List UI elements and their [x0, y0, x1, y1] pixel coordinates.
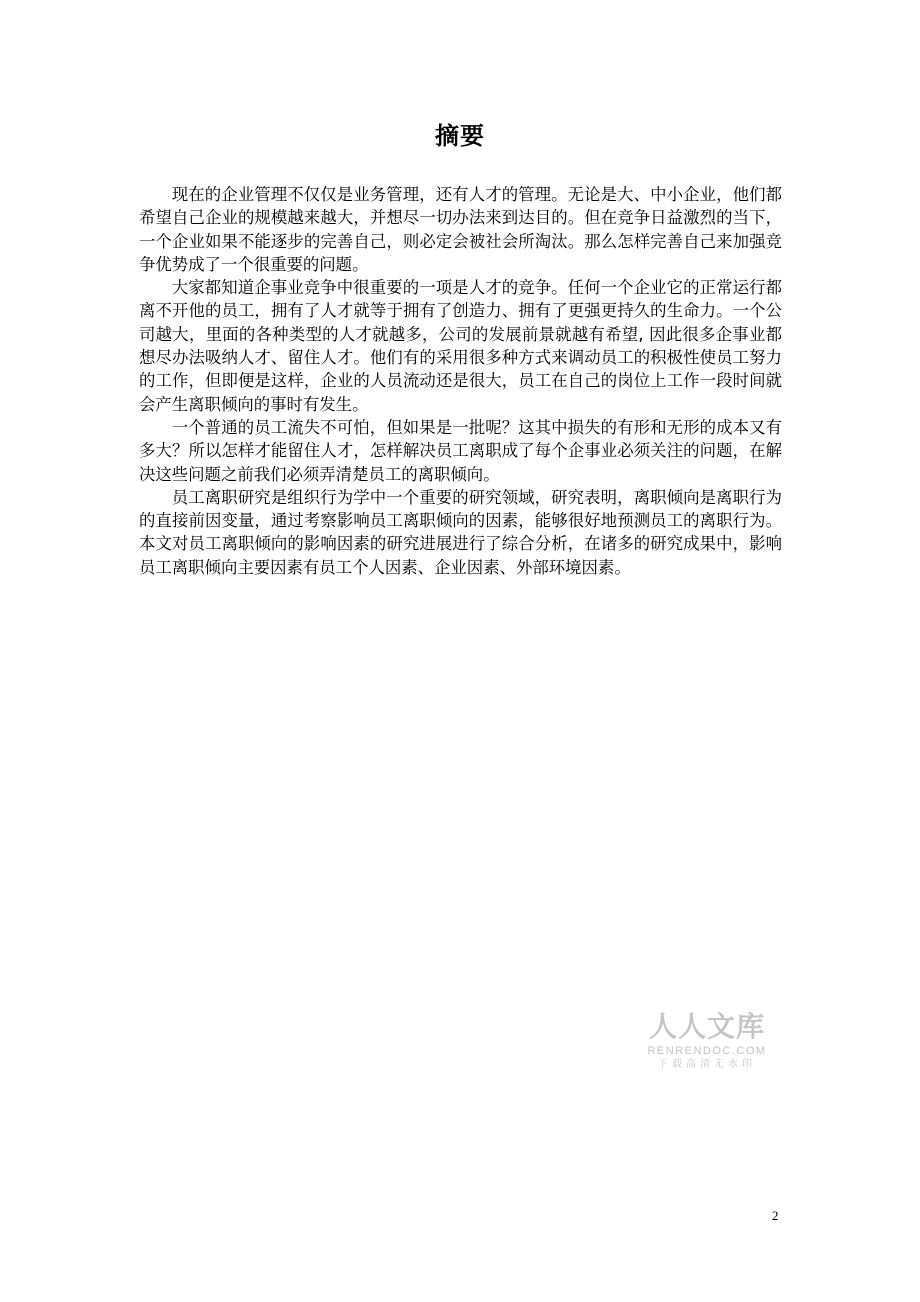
paragraph-1: 现在的企业管理不仅仅是业务管理，还有人才的管理。无论是大、中小企业，他们都希望自己企业的规模越来越大，并想尽一切办法来到达目的。但在竞争日益激烈的当下，一个企业如果不能逐步的完善自己，则必定会被社会所淘汰。那么怎样完善自己来加强竞争优势成了一个很重要的问题。: [139, 185, 782, 274]
watermark-domain: RENRENDOC.COM: [647, 1045, 767, 1057]
watermark-main-text: 人人文库: [648, 1010, 765, 1043]
paragraph-3: 一个普通的员工流失不可怕，但如果是一批呢？这其中损失的有形和无形的成本又有多大？所以怎样才能留住人才，怎样解决员工离职成了每个企事业必须关注的问题，在解决这些问题之前我们必须弄清楚员工的离职倾向。: [139, 417, 782, 484]
page-number: 2: [772, 1208, 779, 1223]
abstract-body: [139, 183, 782, 579]
page-title: 摘要: [435, 122, 485, 150]
paragraph-4: 员工离职研究是组织行为学中一个重要的研究领域，研究表明，离职倾向是离职行为的直接前因变量，通过考察影响员工离职倾向的因素，能够很好地预测员工的离职行为。本文对员工离职倾向的影响因素的研究进展进行了综合分析，在诸多的研究成果中，影响员工离职倾向主要因素有员工个人因素、企业因素、外部环境因素。: [139, 487, 782, 577]
paragraph-2: 大家都知道企事业竞争中很重要的一项是人才的竞争。任何一个企业它的正常运行都离不开他的员工，拥有了人才就等于拥有了创造力、拥有了更强更持久的生命力。一个公司越大，里面的各种类型的人才就越多，公司的发展前景就越有希望, 因此很多企事业都想尽办法吸纳人才、留住人才。他们有的采用很多种方式来调动员工的积极性使员工努力的工作，但即便是这样，企业的人员流动还是很大，员工在自己的岗位上工作一段时间就会产生离职倾向的事时有发生。: [139, 278, 782, 414]
watermark-logo: [632, 1010, 782, 1072]
watermark-tagline: 下载高清无水印: [658, 1059, 756, 1070]
